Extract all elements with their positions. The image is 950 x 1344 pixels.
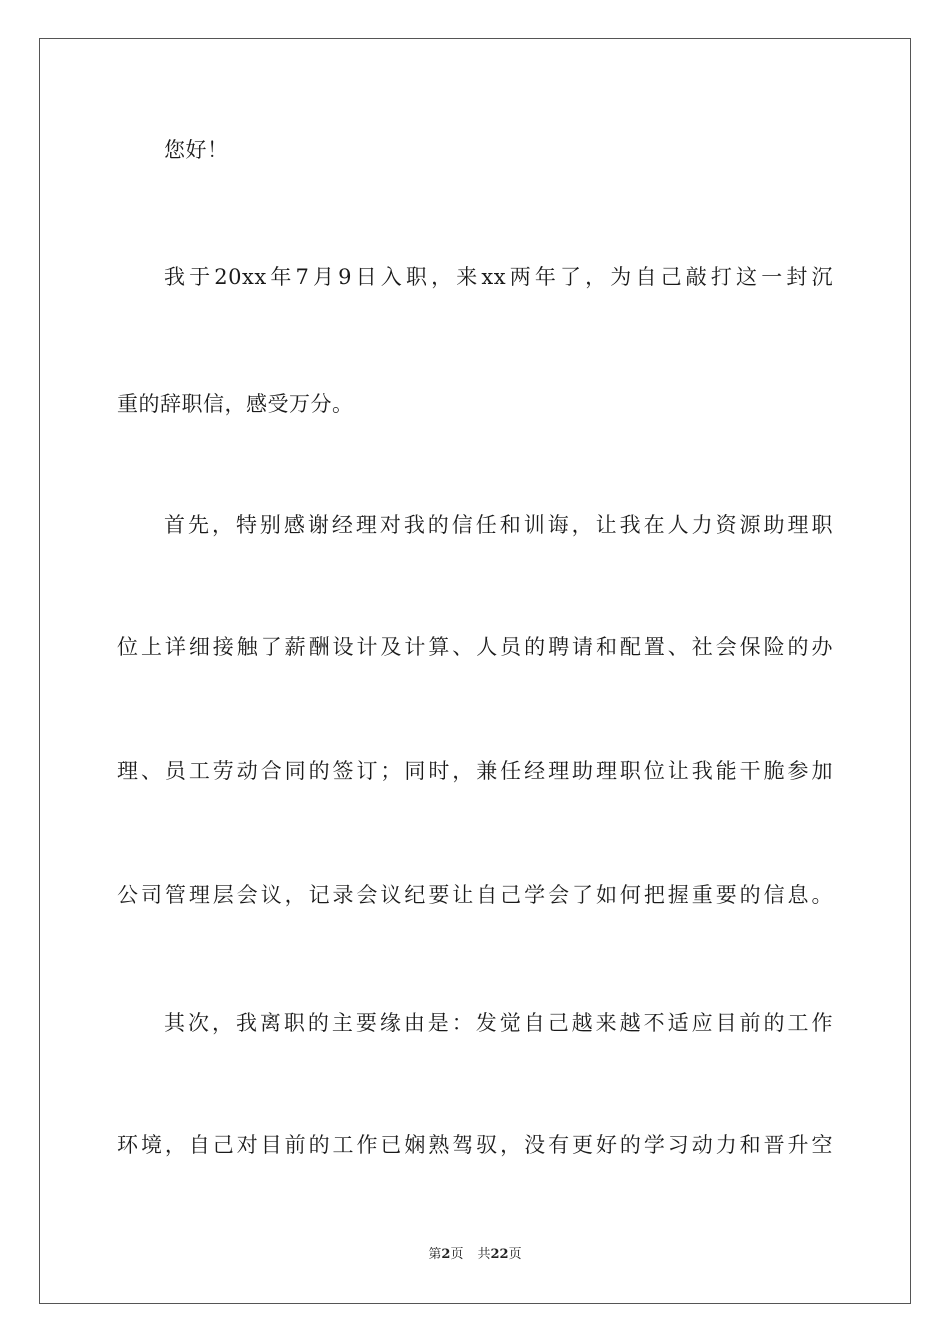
page-suffix: 页 (450, 1247, 464, 1262)
paragraph-3-line-2: 环境，自己对目前的工作已娴熟驾驭，没有更好的学习动力和晋升空 (117, 1133, 833, 1157)
paragraph-2-line-3: 理、员工劳动合同的签订；同时，兼任经理助理职位让我能干脆参加 (117, 759, 833, 783)
paragraph-1-line-1: 我于20xx年7月9日入职，来xx两年了，为自己敲打这一封沉 (164, 265, 833, 289)
total-suffix: 页 (508, 1247, 522, 1262)
total-pages: 22 (490, 1247, 509, 1262)
page-prefix: 第 (428, 1247, 442, 1262)
paragraph-2-line-4: 公司管理层会议，记录会议纪要让自己学会了如何把握重要的信息。 (117, 883, 833, 907)
paragraph-1-line-2: 重的辞职信，感受万分。 (117, 392, 354, 416)
paragraph-2-line-2: 位上详细接触了薪酬设计及计算、人员的聘请和配置、社会保险的办 (117, 635, 833, 659)
page-border (39, 38, 911, 1304)
page-footer (0, 1245, 950, 1265)
paragraph-2-line-1: 首先，特别感谢经理对我的信任和训诲，让我在人力资源助理职 (164, 513, 833, 537)
total-prefix: 共 (477, 1247, 491, 1262)
paragraph-3-line-1: 其次，我离职的主要缘由是：发觉自己越来越不适应目前的工作 (164, 1011, 833, 1035)
greeting-line: 您好！ (164, 138, 229, 162)
page-number: 2 (441, 1247, 451, 1262)
